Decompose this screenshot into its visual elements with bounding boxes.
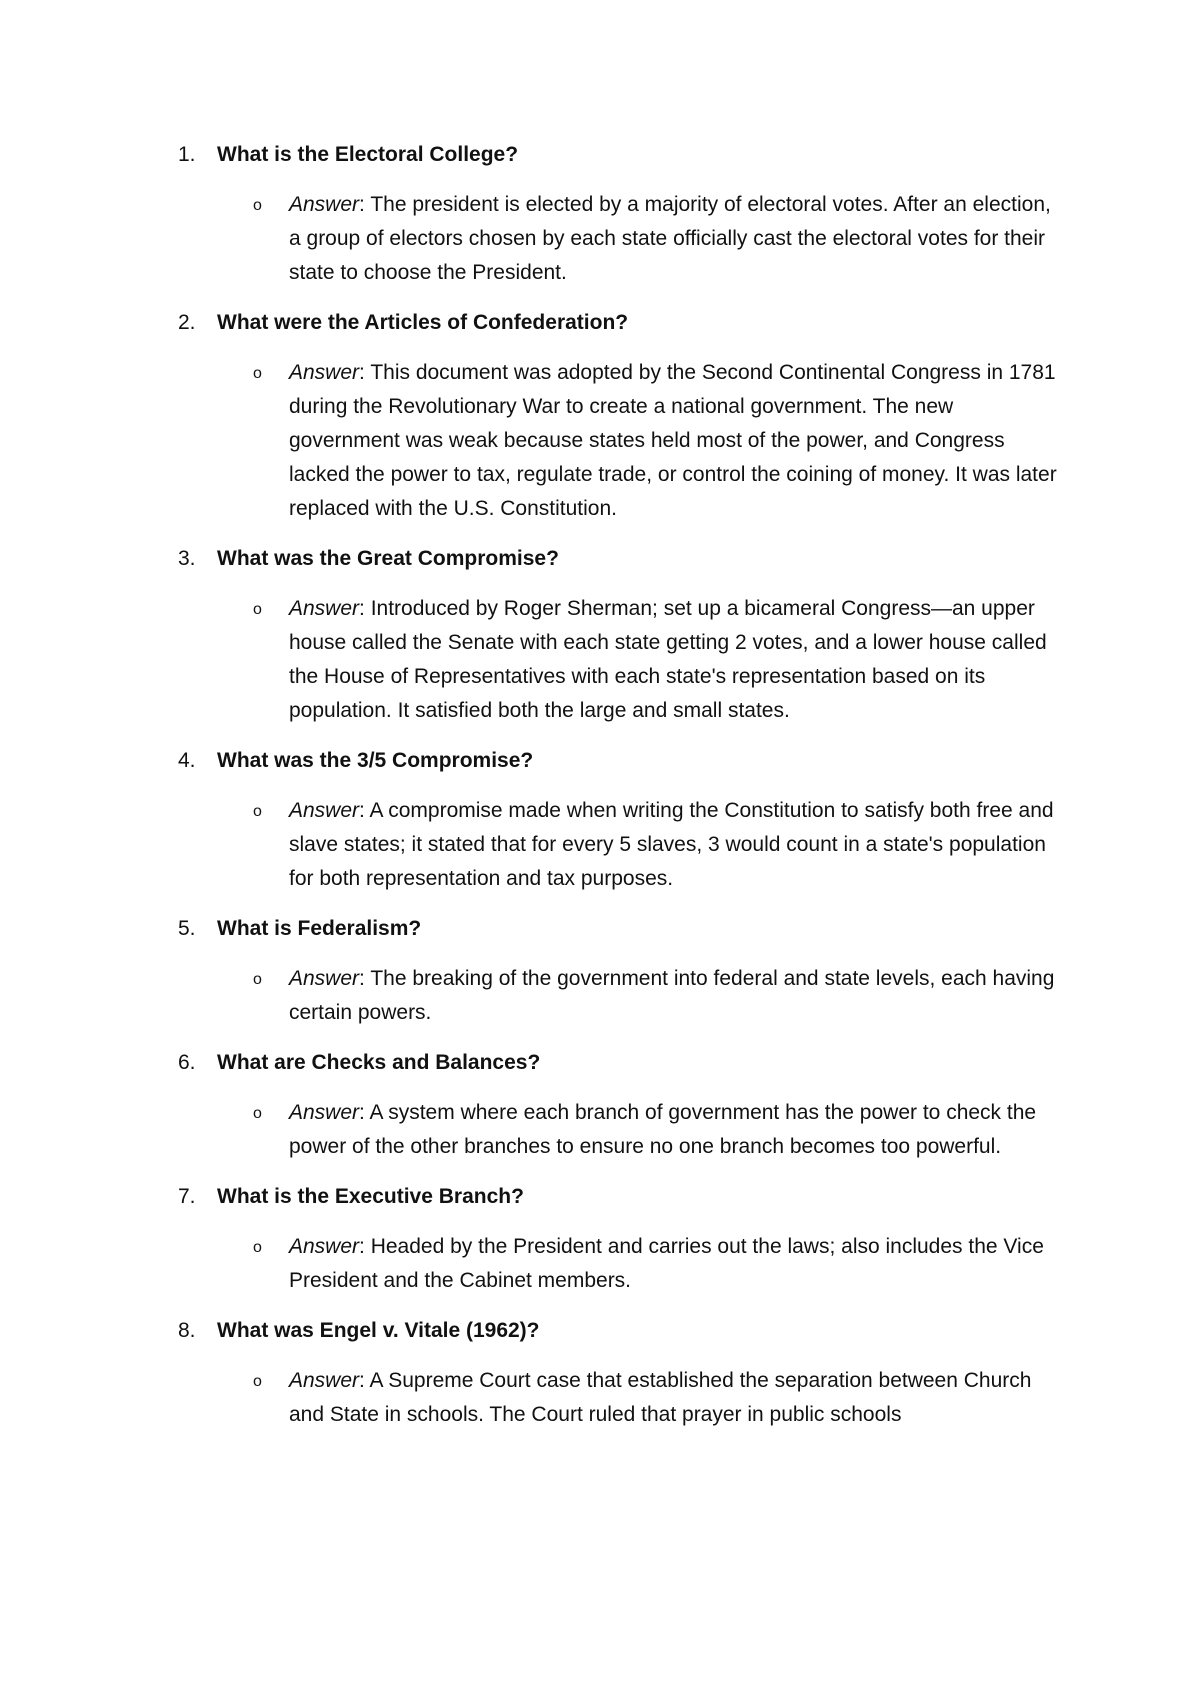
question-number: 8.	[178, 1319, 196, 1342]
question-number: 5.	[178, 917, 196, 940]
bullet-icon: o	[253, 1373, 262, 1390]
question-text: What was the 3/5 Compromise?	[217, 749, 534, 772]
answer-label: Answer	[289, 1101, 360, 1124]
question-list	[178, 138, 1058, 1448]
answer-row	[178, 1096, 1058, 1164]
question-text: What is the Executive Branch?	[217, 1185, 524, 1208]
answer-text: : Headed by the President and carries out the laws; also includes the Vice President and the Cabinet members.	[289, 1235, 1044, 1292]
question-row	[178, 744, 1058, 778]
answer-label: Answer	[289, 799, 360, 822]
list-item	[178, 912, 1058, 1030]
question-text: What are Checks and Balances?	[217, 1051, 541, 1074]
answer-row	[178, 1230, 1058, 1298]
answer-row	[178, 1364, 1058, 1432]
answer-row	[178, 592, 1058, 728]
question-row	[178, 1180, 1058, 1214]
answer-label: Answer	[289, 1235, 360, 1258]
question-number: 1.	[178, 143, 196, 166]
list-item	[178, 138, 1058, 290]
question-row	[178, 1046, 1058, 1080]
bullet-icon: o	[253, 803, 262, 820]
question-number: 6.	[178, 1051, 196, 1074]
list-item	[178, 542, 1058, 728]
question-text: What is the Electoral College?	[217, 143, 519, 166]
question-text: What is Federalism?	[217, 917, 422, 940]
question-text: What was the Great Compromise?	[217, 547, 559, 570]
list-item	[178, 1180, 1058, 1298]
answer-text: : This document was adopted by the Second Continental Congress in 1781 during the Revolutionary War to create a national government. The new government was weak because states held most of the power, and Congress lacked the power to tax, regulate trade, or control the coining of money. It was later replaced with the U.S. Constitution.	[289, 361, 1057, 520]
answer-text: : A compromise made when writing the Constitution to satisfy both free and slave states; it stated that for every 5 slaves, 3 would count in a state's population for both representation and tax purposes.	[289, 799, 1054, 890]
answer-label: Answer	[289, 597, 360, 620]
answer-row	[178, 794, 1058, 896]
answer-label: Answer	[289, 193, 360, 216]
answer-text: : The president is elected by a majority of electoral votes. After an election, a group of electors chosen by each state officially cast the electoral votes for their state to choose the President.	[289, 193, 1051, 284]
answer-text: : Introduced by Roger Sherman; set up a bicameral Congress—an upper house called the Senate with each state getting 2 votes, and a lower house called the House of Representatives with each state's representation based on its population. It satisfied both the large and small states.	[289, 597, 1047, 722]
bullet-icon: o	[253, 1239, 262, 1256]
question-number: 2.	[178, 311, 196, 334]
answer-label: Answer	[289, 1369, 360, 1392]
question-number: 4.	[178, 749, 196, 772]
answer-row	[178, 962, 1058, 1030]
bullet-icon: o	[253, 365, 262, 382]
list-item	[178, 744, 1058, 896]
list-item	[178, 1314, 1058, 1432]
list-item	[178, 1046, 1058, 1164]
answer-label: Answer	[289, 361, 360, 384]
list-item	[178, 306, 1058, 526]
bullet-icon: o	[253, 971, 262, 988]
bullet-icon: o	[253, 1105, 262, 1122]
question-text: What were the Articles of Confederation?	[217, 311, 629, 334]
question-row	[178, 912, 1058, 946]
question-row	[178, 542, 1058, 576]
answer-row	[178, 356, 1058, 526]
question-number: 7.	[178, 1185, 196, 1208]
answer-text: : A system where each branch of government has the power to check the power of the other branches to ensure no one branch becomes too powerful.	[289, 1101, 1037, 1158]
question-number: 3.	[178, 547, 196, 570]
question-row	[178, 306, 1058, 340]
answer-text: : A Supreme Court case that established the separation between Church and State in schools. The Court ruled that prayer in public schools	[289, 1369, 1032, 1426]
bullet-icon: o	[253, 601, 262, 618]
question-row	[178, 138, 1058, 172]
answer-text: : The breaking of the government into federal and state levels, each having certain powers.	[289, 967, 1055, 1024]
question-row	[178, 1314, 1058, 1348]
question-text: What was Engel v. Vitale (1962)?	[217, 1319, 540, 1342]
answer-label: Answer	[289, 967, 360, 990]
answer-row	[178, 188, 1058, 290]
bullet-icon: o	[253, 197, 262, 214]
